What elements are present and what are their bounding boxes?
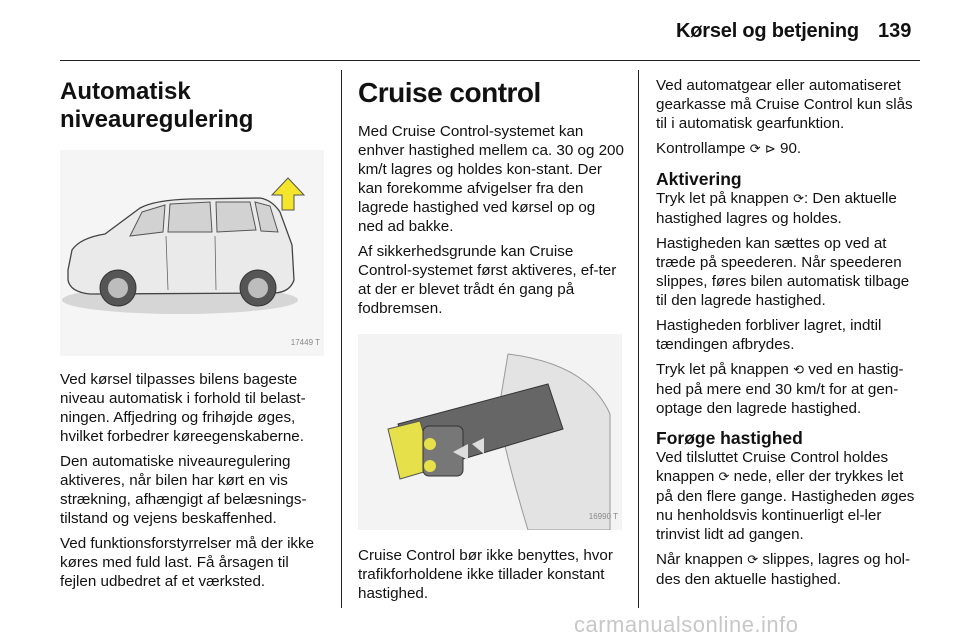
column-3 (656, 66, 924, 595)
cruise-control-lever-figure (358, 334, 622, 530)
paragraph: Af sikkerhedsgrunde kan Cruise Control-systemet først aktiveres, ef-ter at der er blevet trådt én gang på fodbremsen. (358, 243, 617, 317)
paragraph: Den automatiske niveauregulering aktiveres, når bilen har kørt en vis strækning, afhængigt af belæsnings-tilstand og vejens beskaffenhed. (60, 453, 307, 527)
page-header (0, 0, 960, 60)
figure-id: 17449 T (290, 338, 320, 347)
paragraph: Med Cruise Control-systemet kan enhver hastighed mellem ca. 30 og 200 km/t lagres og holdes kon-stant. Der kan forekomme afvigelser fra den lagrede hastighed ved kørsel op og ned ad bakke. (358, 123, 624, 235)
paragraph: Tryk let på knappen ⟳: Den aktuelle hastighed lagres og holdes. (656, 190, 897, 227)
column-divider-2 (638, 70, 639, 608)
paragraph: Hastigheden kan sættes op ved at træde på speederen. Når speederen slippes, føres bilen automatisk tilbage til den lagrede hastighed. (656, 235, 910, 309)
section-heading-cruise-control: Cruise control (358, 77, 541, 108)
column-divider-1 (341, 70, 342, 608)
car-figure (60, 150, 324, 356)
section-heading-niveauregulering: Automatisk niveauregulering (60, 78, 254, 133)
page-number: 139 (878, 20, 912, 42)
car-illustration (60, 150, 324, 356)
lever-illustration (358, 334, 622, 530)
paragraph: Tryk let på knappen ⟲ ved en hastig-hed på mere end 30 km/t for at gen-optage den lagrede hastighed. (656, 361, 904, 417)
paragraph: Når knappen ⟳ slippes, lagres og hol-des den aktuelle hastighed. (656, 551, 911, 588)
header-rule (60, 60, 920, 61)
set-button-icon: ⟳ (747, 553, 759, 568)
column-2 (358, 66, 624, 609)
section-heading-aktivering: Aktivering (656, 169, 742, 189)
page-ref-arrow-icon: ⊳ (764, 142, 776, 157)
paragraph: Cruise Control bør ikke benyttes, hvor trafikforholdene ikke tillader konstant hastighed. (358, 547, 613, 602)
header-title: Kørsel og betjening (676, 20, 859, 42)
watermark: carmanualsonline.info (574, 612, 799, 637)
paragraph: Hastigheden forbliver lagret, indtil tændingen afbrydes. (656, 317, 882, 353)
set-button-icon: ⟳ (718, 470, 730, 485)
paragraph: Ved automatgear eller automatiseret gearkasse må Cruise Control kun slås til i automatisk gearfunktion. (656, 77, 913, 132)
resume-button-icon: ⟲ (793, 363, 804, 378)
paragraph: Ved tilsluttet Cruise Control holdes knappen ⟳ nede, eller der trykkes let på den flere gange. Hastigheden øges nu henholdsvis kontinuerligt el-ler trinvist lidt ad gangen. (656, 449, 915, 543)
lamp-reference: Kontrollampe ⟳ ⊳ 90. (656, 140, 802, 157)
paragraph: Ved kørsel tilpasses bilens bageste niveau automatisk i forhold til belast-ningen. Affjedring og frihøjde øges, hvilket forbedrer køreegenskaberne. (60, 371, 306, 445)
figure-id: 16990 T (588, 512, 618, 521)
column-1 (60, 66, 328, 597)
cruise-control-icon: ⟳ (749, 142, 761, 157)
section-heading-forøge-hastighed: Forøge hastighed (656, 428, 803, 448)
paragraph: Ved funktionsforstyrrelser må der ikke køres med fuld last. Få årsagen til fejlen udbedret af et værksted. (60, 535, 315, 590)
set-button-icon: ⟳ (793, 192, 804, 207)
